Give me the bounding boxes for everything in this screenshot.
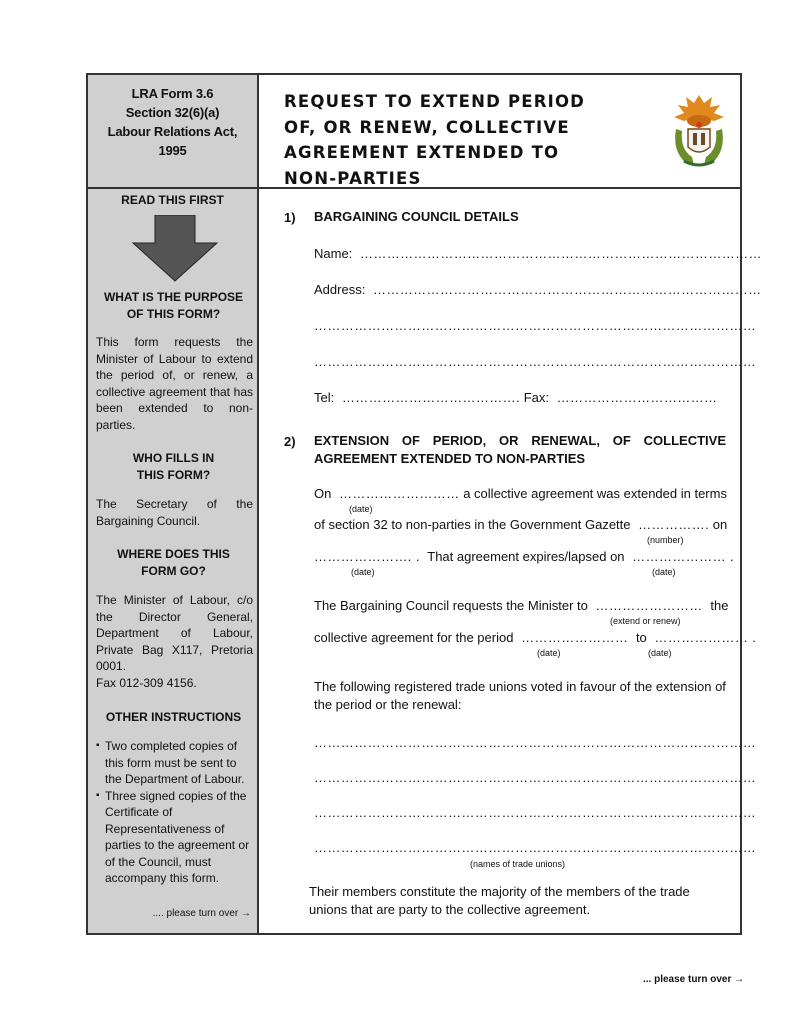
expiry-date-field[interactable]: ………………… . bbox=[628, 549, 735, 564]
form-identification bbox=[88, 75, 257, 189]
form-section: Section 32(6)(a) bbox=[125, 105, 220, 120]
where-text: The Minister of Labour, c/o the Director General, Department of Labour, Private Bag X117, Pretoria 0001. bbox=[96, 593, 253, 673]
section-title: BARGAINING COUNCIL DETAILS bbox=[314, 209, 519, 224]
union-field-1[interactable]: ……………………………………………………………………………………… bbox=[314, 735, 757, 750]
fax-number: Fax 012-309 4156. bbox=[96, 675, 197, 690]
instructions-heading: OTHER INSTRUCTIONS bbox=[105, 710, 242, 724]
coat-of-arms-icon bbox=[664, 91, 734, 171]
union-field-2[interactable]: ……………………………………………………………………………………… bbox=[314, 770, 757, 785]
gazette-number-field[interactable]: ……………. bbox=[634, 517, 710, 532]
section-title: EXTENSION OF PERIOD, OR RENEWAL, OF COLLECTIVE AGREEMENT EXTENDED TO NON-PARTIES bbox=[314, 433, 726, 466]
purpose-heading: WHAT IS THE PURPOSE OF THIS FORM? bbox=[103, 290, 244, 321]
act-name: Labour Relations Act, bbox=[107, 124, 238, 139]
number-hint: (number) bbox=[647, 535, 684, 545]
gazette-row: of section 32 to non-parties in the Government Gazette ……………. on bbox=[314, 517, 728, 532]
turn-over-footer: ... please turn over → bbox=[643, 974, 745, 985]
union-field-4[interactable]: ……………………………………………………………………………………… bbox=[314, 840, 757, 855]
form-id: LRA Form 3.6 bbox=[131, 86, 214, 101]
extension-date-field[interactable]: ……………………… bbox=[334, 486, 460, 501]
fax-field[interactable]: ……………………………… bbox=[552, 390, 718, 405]
read-first-heading: READ THIS FIRST bbox=[121, 193, 224, 207]
name-row: Name: ……………………………………………………………………………… bbox=[314, 246, 762, 261]
extend-or-renew-field[interactable]: …………………… bbox=[591, 598, 707, 613]
act-year: 1995 bbox=[158, 143, 187, 158]
extend-hint: (extend or renew) bbox=[610, 616, 681, 626]
section-number: 1) bbox=[284, 210, 296, 225]
form-frame bbox=[86, 73, 762, 935]
date-hint: (date) bbox=[537, 648, 561, 658]
who-text: The Secretary of the Bargaining Council. bbox=[96, 497, 253, 528]
unions-intro: The following registered trade unions voted in favour of the extension of the period or the renewal: bbox=[314, 679, 726, 712]
where-block bbox=[88, 546, 259, 691]
turn-over-note: .... please turn over → bbox=[152, 908, 251, 919]
where-heading: WHERE DOES THIS FORM GO? bbox=[117, 547, 230, 578]
period-row: collective agreement for the period …………………… to ………………… . bbox=[314, 630, 757, 645]
address-field[interactable]: …………………………………………………………………………… bbox=[368, 282, 762, 297]
majority-statement: Their members constitute the majority of the members of the trade unions that are party to the collective agreement. bbox=[309, 884, 690, 917]
sidebar bbox=[88, 75, 259, 933]
expiry-row: …………………. . That agreement expires/lapsed on ………………… . bbox=[314, 549, 735, 564]
name-field[interactable]: ……………………………………………………………………………… bbox=[355, 246, 762, 261]
form-title: REQUEST TO EXTEND PERIOD OF, OR RENEW, COLLECTIVE AGREEMENT EXTENDED TO NON-PARTIES bbox=[284, 92, 586, 188]
period-start-field[interactable]: …………………… bbox=[517, 630, 633, 645]
instruction-item: ▪ Three signed copies of the Certificate of Representativeness of parties to the agreement or of the Council, must accompany this form. bbox=[96, 788, 253, 887]
address-field-line2[interactable]: ……………………………………………………………………………………… bbox=[314, 318, 757, 333]
who-heading: WHO FILLS IN THIS FORM? bbox=[132, 451, 215, 482]
instructions-block bbox=[88, 709, 259, 887]
date-hint: (date) bbox=[648, 648, 672, 658]
date-hint: (date) bbox=[349, 504, 373, 514]
form-header bbox=[259, 75, 742, 189]
purpose-block bbox=[88, 289, 259, 433]
extension-date-row: On ……………………… a collective agreement was extended in terms bbox=[314, 486, 727, 501]
minister-request-row: The Bargaining Council requests the Minister to …………………… the bbox=[314, 598, 729, 613]
unions-hint: (names of trade unions) bbox=[470, 859, 566, 869]
tel-fax-row: Tel: …………………………………. Fax: ……………………………… bbox=[314, 390, 718, 405]
tel-field[interactable]: …………………………………. bbox=[337, 390, 521, 405]
who-block bbox=[88, 450, 259, 529]
section-number: 2) bbox=[284, 434, 296, 449]
union-field-3[interactable]: ……………………………………………………………………………………… bbox=[314, 805, 757, 820]
instruction-item: ▪ Two completed copies of this form must be sent to the Department of Labour. bbox=[96, 738, 253, 788]
instructions-list bbox=[88, 738, 259, 887]
purpose-text: This form requests the Minister of Labour to extend the period of, or renew, a collective agreement that has been extended to non-parties. bbox=[96, 335, 253, 432]
period-end-field[interactable]: ………………… . bbox=[650, 630, 757, 645]
date-hint: (date) bbox=[652, 567, 676, 577]
gazette-date-field[interactable]: …………………. . bbox=[314, 549, 424, 564]
date-hint: (date) bbox=[351, 567, 375, 577]
down-arrow-icon bbox=[131, 215, 219, 283]
address-row: Address: …………………………………………………………………………… bbox=[314, 282, 762, 297]
address-field-line3[interactable]: ……………………………………………………………………………………… bbox=[314, 354, 757, 369]
